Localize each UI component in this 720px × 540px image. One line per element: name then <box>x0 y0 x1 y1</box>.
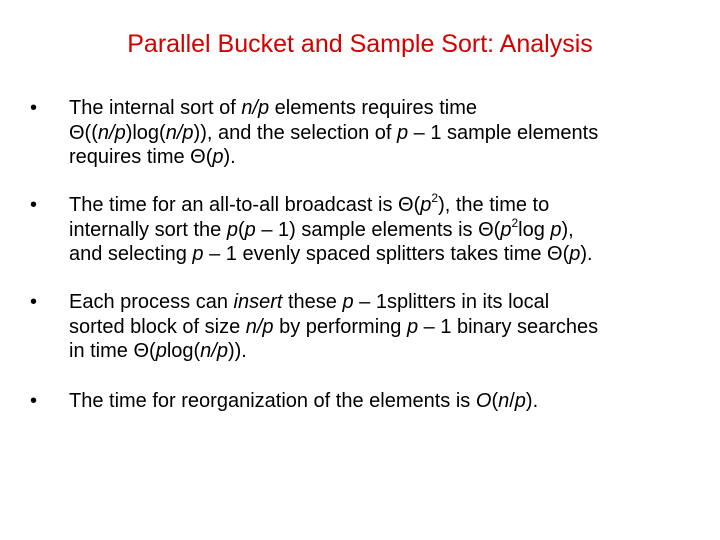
bullet-text <box>69 389 538 414</box>
italic-math: p <box>550 218 562 241</box>
italic-math: p <box>212 146 224 168</box>
text-run: ). <box>525 390 539 412</box>
bullet-line <box>69 145 598 170</box>
italic-math: p <box>342 291 354 313</box>
italic-math: p <box>569 243 581 265</box>
italic-math: p <box>192 243 204 265</box>
text-run: requires time Θ( <box>69 146 213 168</box>
italic-math: p <box>514 390 526 412</box>
text-run: by performing <box>273 315 407 338</box>
italic-math: p <box>396 121 409 144</box>
italic-math: n/p <box>241 97 270 119</box>
slide-title: Parallel Bucket and Sample Sort: Analysis <box>127 30 593 58</box>
bullet-text <box>69 290 598 364</box>
superscript: 2 <box>431 191 439 206</box>
italic-math: p <box>406 315 419 338</box>
italic-math: n/p <box>200 340 228 362</box>
text-run: – 1) sample elements is Θ( <box>255 218 501 241</box>
superscript: 2 <box>511 215 519 230</box>
text-run: ). <box>223 146 236 168</box>
text-run: Θ(( <box>69 121 98 144</box>
text-run: in time Θ( <box>69 340 156 362</box>
text-run: ( <box>491 390 499 412</box>
text-run: – 1splitters in its local <box>353 291 550 313</box>
text-run: log( <box>166 340 201 362</box>
bullet-line <box>69 315 598 340</box>
italic-math: n/p <box>165 121 194 144</box>
text-run: ( <box>237 218 245 241</box>
bullet-line <box>69 193 593 218</box>
text-run: sorted block of size <box>69 315 246 338</box>
text-run: – 1 evenly spaced splitters takes time Θ( <box>203 243 570 265</box>
text-run: – 1 sample elements <box>408 121 599 144</box>
bullet-line <box>69 389 538 414</box>
italic-math: p <box>155 340 167 362</box>
text-run: these <box>282 291 343 313</box>
bullet-line <box>69 339 598 364</box>
bullet-line <box>69 242 593 267</box>
text-run: log <box>518 218 551 241</box>
bullet-text <box>69 96 598 170</box>
text-run: ), <box>561 218 574 241</box>
bullet-text <box>69 193 593 267</box>
text-run: The internal sort of <box>69 97 242 119</box>
text-run: elements requires time <box>269 97 477 119</box>
italic-math: insert <box>233 291 283 313</box>
bullet-line <box>69 290 598 315</box>
text-run: – 1 binary searches <box>418 315 599 338</box>
italic-math: n/p <box>97 121 126 144</box>
bullet-line <box>69 96 598 121</box>
text-run: The time for reorganization of the elements is <box>69 390 476 412</box>
text-run: )). <box>227 340 247 362</box>
text-run: The time for an all-to-all broadcast is Θ( <box>69 194 421 216</box>
bullet-marker: • <box>30 390 38 412</box>
bullet-marker: • <box>30 97 38 119</box>
italic-math: p <box>244 218 256 241</box>
text-run: ). <box>580 243 593 265</box>
text-run: internally sort the <box>69 218 227 241</box>
italic-math: p <box>420 194 432 216</box>
text-run: and selecting <box>69 243 193 265</box>
text-run: )log( <box>125 121 166 144</box>
bullet-marker: • <box>30 291 38 313</box>
text-run: Each process can <box>69 291 234 313</box>
italic-math: p <box>500 218 512 241</box>
italic-math: p <box>226 218 238 241</box>
italic-math: n/p <box>245 315 274 338</box>
bullet-line <box>69 215 593 243</box>
text-run: / <box>509 390 515 412</box>
text-run: )), and the selection of <box>193 121 397 144</box>
italic-math: n <box>498 390 510 412</box>
italic-math: O <box>475 390 492 412</box>
text-run: ), the time to <box>438 194 550 216</box>
bullet-marker: • <box>30 194 38 216</box>
bullet-line <box>69 121 598 146</box>
